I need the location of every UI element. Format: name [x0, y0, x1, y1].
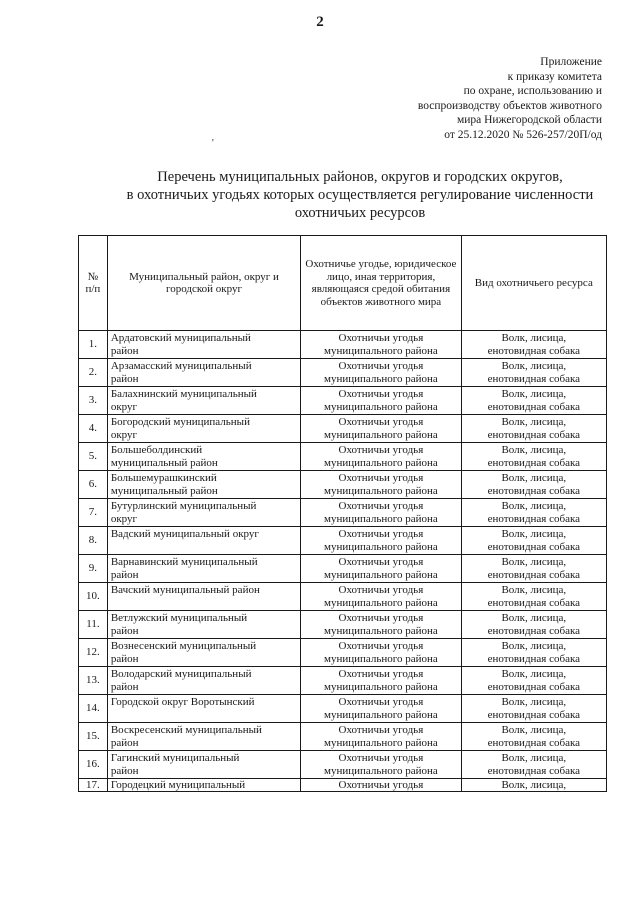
resource-cell [461, 415, 606, 443]
district-cell [107, 667, 300, 695]
resource-line: енотовидная собака [487, 456, 581, 469]
resource-line: Волк, лисица, [501, 360, 567, 372]
resource-line: Волк, лисица, [501, 472, 567, 484]
stray-mark: ' [212, 138, 214, 149]
resource-cell [461, 723, 606, 751]
land-cell [301, 667, 461, 695]
land-line: муниципального района [324, 428, 438, 441]
land-cell [301, 723, 461, 751]
partial-district-cell: Городецкий муниципальный [107, 779, 300, 792]
resource-line: енотовидная собака [487, 624, 581, 637]
resource-line: енотовидная собака [487, 372, 581, 385]
appendix-line: по охране, использованию и [463, 85, 602, 97]
row-number: 11. [79, 611, 108, 639]
district-line: Большеболдинский [110, 444, 203, 456]
land-line: муниципального района [324, 764, 438, 777]
table-row [79, 751, 607, 779]
resource-cell [461, 443, 606, 471]
district-line: район [110, 680, 139, 693]
table-header-row [79, 236, 607, 331]
land-cell [301, 443, 461, 471]
resource-line: енотовидная собака [487, 568, 581, 581]
title-line: Перечень муниципальных районов, округов и городских округов, [157, 169, 563, 185]
row-number: 1. [79, 331, 108, 359]
land-line: Охотничьи угодья [338, 472, 424, 484]
district-line: Воскресенский муниципальный [110, 724, 262, 736]
partial-resource-cell: Волк, лисица, [461, 779, 606, 792]
table-row [79, 555, 607, 583]
land-cell [301, 583, 461, 611]
table-row [79, 443, 607, 471]
table-row [79, 667, 607, 695]
resource-line: Волк, лисица, [501, 444, 567, 456]
land-line: Охотничьи угодья [338, 500, 424, 512]
land-line: муниципального района [324, 344, 438, 357]
row-number: 3. [79, 387, 108, 415]
district-line: район [110, 344, 139, 357]
resource-line: Волк, лисица, [501, 612, 567, 624]
land-line: муниципального района [324, 484, 438, 497]
district-line: Балахнинский муниципальный [110, 388, 257, 400]
district-cell [107, 751, 300, 779]
resource-line: енотовидная собака [487, 400, 581, 413]
table-row [79, 387, 607, 415]
district-cell [107, 639, 300, 667]
row-number: 4. [79, 415, 108, 443]
district-line: муниципальный район [110, 456, 218, 469]
row-number: 14. [79, 695, 108, 723]
district-line: Большемурашкинский [110, 472, 217, 484]
header-resource: Вид охотничьего ресурса [461, 236, 606, 331]
district-cell [107, 359, 300, 387]
land-line: муниципального района [324, 624, 438, 637]
resource-cell [461, 667, 606, 695]
row-number: 6. [79, 471, 108, 499]
resource-cell [461, 331, 606, 359]
resource-cell [461, 555, 606, 583]
resource-line: Волк, лисица, [501, 500, 567, 512]
district-line: Вознесенский муниципальный [110, 640, 257, 652]
land-line: муниципального района [324, 456, 438, 469]
resource-line: енотовидная собака [487, 652, 581, 665]
land-line: муниципального района [324, 372, 438, 385]
row-number: 8. [79, 527, 108, 555]
land-cell [301, 471, 461, 499]
district-cell [107, 415, 300, 443]
resource-line: енотовидная собака [487, 596, 581, 609]
resource-cell [461, 359, 606, 387]
resource-line: енотовидная собака [487, 344, 581, 357]
land-cell [301, 751, 461, 779]
table-row-partial [79, 779, 607, 792]
district-line: район [110, 568, 139, 581]
district-cell [107, 611, 300, 639]
table-row [79, 583, 607, 611]
resource-line: Волк, лисица, [501, 556, 567, 568]
district-line: Гагинский муниципальный [110, 752, 240, 764]
district-cell [107, 555, 300, 583]
header-district: Муниципальный район, округ и городской округ [107, 236, 300, 331]
land-cell [301, 331, 461, 359]
district-line: Ардатовский муниципальный [110, 332, 251, 344]
district-line: округ [110, 512, 138, 525]
land-cell [301, 611, 461, 639]
row-number: 16. [79, 751, 108, 779]
land-cell [301, 555, 461, 583]
land-line: Охотничьи угодья [338, 556, 424, 568]
land-line: муниципального района [324, 596, 438, 609]
appendix-line: от 25.12.2020 № 526-257/20П/од [444, 128, 602, 141]
land-line: муниципального района [324, 512, 438, 525]
district-line: район [110, 736, 139, 749]
resource-line: енотовидная собака [487, 512, 581, 525]
land-line: муниципального района [324, 708, 438, 721]
appendix-line: Приложение [540, 56, 602, 68]
resource-cell [461, 695, 606, 723]
row-number: 7. [79, 499, 108, 527]
land-line: Охотничьи угодья [338, 612, 424, 624]
page-number: 2 [316, 14, 324, 30]
table-row [79, 723, 607, 751]
district-line [111, 709, 297, 722]
districts-table [78, 235, 607, 792]
land-cell [301, 499, 461, 527]
land-cell [301, 527, 461, 555]
district-line [111, 541, 297, 554]
resource-line: енотовидная собака [487, 736, 581, 749]
partial-num-cell: 17. [79, 779, 108, 792]
district-line: Варнавинский муниципальный [110, 556, 258, 568]
land-cell [301, 695, 461, 723]
resource-cell [461, 499, 606, 527]
resource-cell [461, 527, 606, 555]
land-line: Охотничьи угодья [338, 388, 424, 400]
resource-cell [461, 639, 606, 667]
table-row [79, 611, 607, 639]
resource-line: Волк, лисица, [501, 696, 567, 708]
document-title [95, 168, 625, 222]
land-line: Охотничьи угодья [338, 584, 424, 596]
district-line: Бутурлинский муниципальный [110, 500, 257, 512]
row-number: 12. [79, 639, 108, 667]
district-cell [107, 331, 300, 359]
district-cell [107, 471, 300, 499]
district-cell [107, 527, 300, 555]
land-cell [301, 387, 461, 415]
table-row [79, 471, 607, 499]
district-cell [107, 499, 300, 527]
appendix-line: воспроизводству объектов животного [417, 99, 602, 112]
resource-line: енотовидная собака [487, 540, 581, 553]
row-number: 13. [79, 667, 108, 695]
partial-land-cell: Охотничьи угодья [301, 779, 461, 792]
district-cell [107, 723, 300, 751]
resource-cell [461, 471, 606, 499]
land-line: муниципального района [324, 568, 438, 581]
land-cell [301, 359, 461, 387]
table-row [79, 415, 607, 443]
district-line: Богородский муниципальный [110, 416, 250, 428]
district-cell [107, 695, 300, 723]
appendix-block [302, 55, 602, 142]
district-cell [107, 443, 300, 471]
land-cell [301, 639, 461, 667]
district-line: округ [110, 400, 138, 413]
land-cell [301, 415, 461, 443]
district-line: Вачский муниципальный район [110, 584, 260, 596]
row-number: 15. [79, 723, 108, 751]
land-line: Охотничьи угодья [338, 668, 424, 680]
header-num: № п/п [79, 236, 108, 331]
land-line: Охотничьи угодья [338, 724, 424, 736]
row-number: 5. [79, 443, 108, 471]
resource-line: Волк, лисица, [501, 528, 567, 540]
district-line: Арзамасский муниципальный [110, 360, 252, 372]
land-line: муниципального района [324, 736, 438, 749]
resource-cell [461, 611, 606, 639]
resource-line: енотовидная собака [487, 708, 581, 721]
resource-line: енотовидная собака [487, 484, 581, 497]
district-line: Володарский муниципальный [110, 668, 252, 680]
district-line: Ветлужский муниципальный [110, 612, 248, 624]
table-row [79, 499, 607, 527]
resource-line: Волк, лисица, [501, 752, 567, 764]
resource-line: Волк, лисица, [501, 640, 567, 652]
header-land: Охотничье угодье, юридическое лицо, иная территория, являющаяся средой обитания объектов животного мира [301, 236, 461, 331]
land-line: Охотничьи угодья [338, 444, 424, 456]
land-line: муниципального района [324, 400, 438, 413]
resource-line: енотовидная собака [487, 680, 581, 693]
land-line: муниципального района [324, 680, 438, 693]
land-line: Охотничьи угодья [338, 360, 424, 372]
resource-cell [461, 751, 606, 779]
resource-cell [461, 387, 606, 415]
resource-line: Волк, лисица, [501, 388, 567, 400]
table-body [79, 331, 607, 792]
district-cell [107, 583, 300, 611]
district-line: муниципальный район [110, 484, 218, 497]
resource-line: Волк, лисица, [501, 416, 567, 428]
district-cell [107, 387, 300, 415]
land-line: муниципального района [324, 652, 438, 665]
land-line: муниципального района [324, 540, 438, 553]
row-number: 2. [79, 359, 108, 387]
district-line: Вадский муниципальный округ [110, 528, 259, 540]
appendix-line: к приказу комитета [507, 70, 602, 83]
resource-line: енотовидная собака [487, 428, 581, 441]
title-line: охотничьих ресурсов [294, 205, 426, 221]
land-line: Охотничьи угодья [338, 640, 424, 652]
district-line: район [110, 764, 139, 777]
table-row [79, 639, 607, 667]
row-number: 9. [79, 555, 108, 583]
table-row [79, 695, 607, 723]
appendix-line: мира Нижегородской области [456, 114, 602, 126]
resource-line: енотовидная собака [487, 764, 581, 777]
resource-line: Волк, лисица, [501, 724, 567, 736]
resource-line: Волк, лисица, [501, 668, 567, 680]
table-row [79, 331, 607, 359]
table-row [79, 527, 607, 555]
district-line: Городской округ Воротынский [110, 696, 255, 708]
land-line: Охотничьи угодья [338, 528, 424, 540]
district-line [111, 597, 297, 610]
land-line: Охотничьи угодья [338, 696, 424, 708]
district-line: район [110, 372, 139, 385]
table-row [79, 359, 607, 387]
title-line: в охотничьих угодьях которых осуществляется регулирование численности [126, 187, 594, 203]
district-line: район [110, 652, 139, 665]
land-line: Охотничьи угодья [338, 416, 424, 428]
district-line: округ [110, 428, 138, 441]
land-line: Охотничьи угодья [338, 752, 424, 764]
resource-line: Волк, лисица, [501, 332, 567, 344]
resource-cell [461, 583, 606, 611]
resource-line: Волк, лисица, [501, 584, 567, 596]
land-line: Охотничьи угодья [338, 332, 424, 344]
row-number: 10. [79, 583, 108, 611]
district-line: район [110, 624, 139, 637]
